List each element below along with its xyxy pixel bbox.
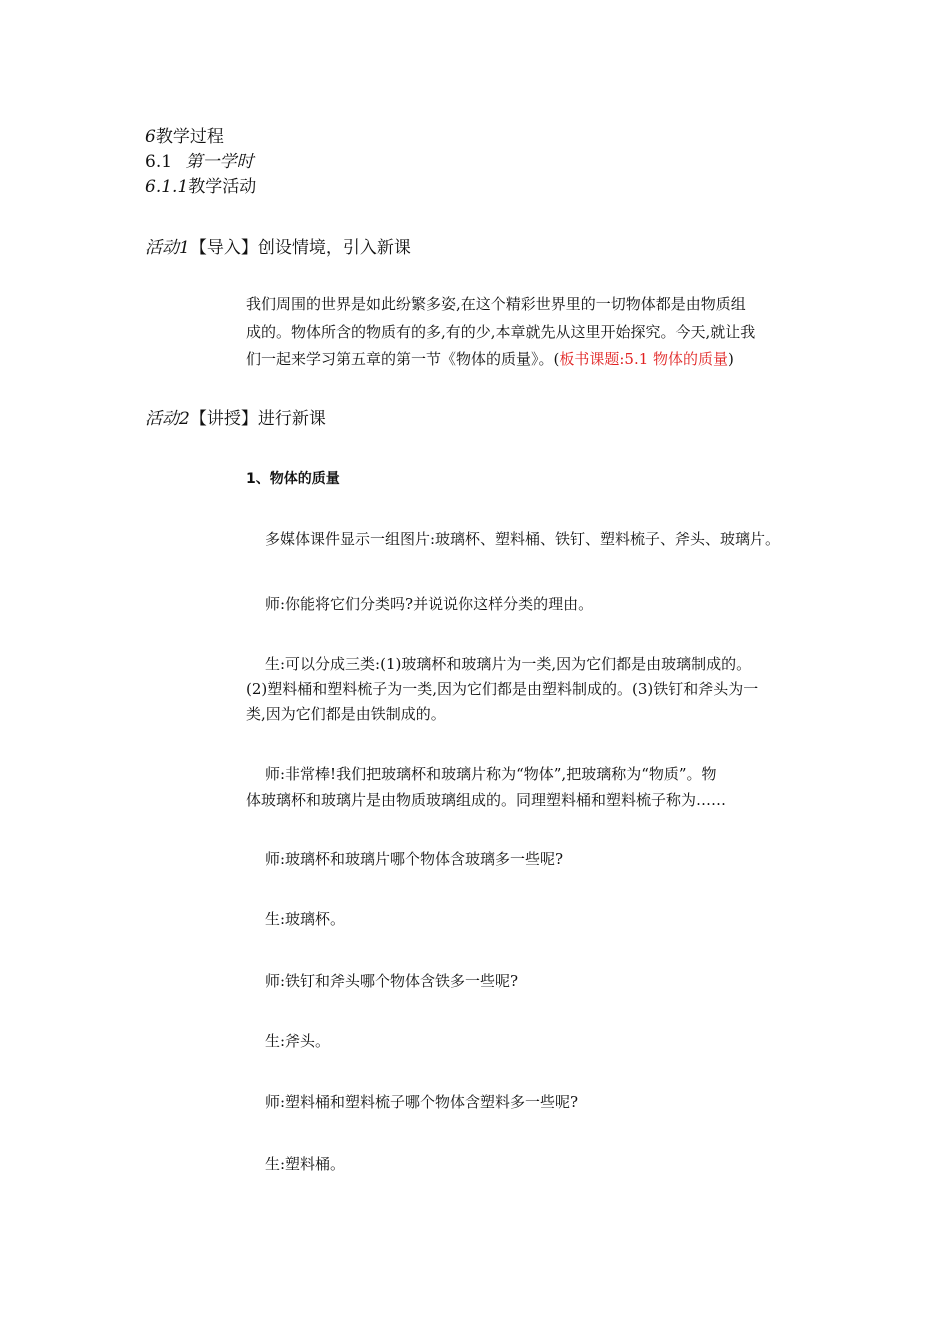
- activity2-title: 进行新课: [257, 409, 326, 429]
- activity1-paragraph-text: 们一起来学习第五章的第一节《物体的质量》。(: [246, 350, 560, 368]
- paragraph-student-answer-line: 类,因为它们都是由铁制成的。: [246, 705, 446, 723]
- paragraph-teacher-question: 师:你能将它们分类吗?并说说你这样分类的理由。: [265, 595, 594, 613]
- activity1-number: 1: [179, 238, 190, 258]
- close-paren: ): [728, 350, 734, 368]
- subsection-number: 6.1: [145, 152, 173, 172]
- activity1-paragraph-line: 成的。物体所含的物质有的多,有的少,本章就先从这里开始探究。今天,就让我: [246, 323, 756, 341]
- paragraph-teacher-praise-line: 体玻璃杯和玻璃片是由物质玻璃组成的。同理塑料桶和塑料梳子称为……: [246, 791, 727, 809]
- activity1-paragraph-line: 我们周围的世界是如此纷繁多姿,在这个精彩世界里的一切物体都是由物质组: [246, 295, 746, 313]
- activity1-title: 创设情境，引入新课: [257, 238, 411, 258]
- activity2-number: 2: [179, 409, 190, 429]
- subsubsection-heading: [145, 175, 256, 199]
- paragraph-glass-answer: 生:玻璃杯。: [265, 910, 346, 928]
- section-heading: [145, 125, 224, 149]
- paragraph-student-answer-line: 生:可以分成三类:(1)玻璃杯和玻璃片为一类,因为它们都是由玻璃制成的。: [265, 655, 752, 673]
- paragraph-student-answer-line: (2)塑料桶和塑料梳子为一类,因为它们都是由塑料制成的。(3)铁钉和斧头为一: [246, 680, 759, 698]
- paragraph-plastic-question: 师:塑料桶和塑料梳子哪个物体含塑料多一些呢?: [265, 1093, 579, 1111]
- activity1-bracket: 【导入】: [189, 238, 258, 258]
- section-title: 教学过程: [155, 127, 224, 147]
- paragraph-glass-question: 师:玻璃杯和玻璃片哪个物体含玻璃多一些呢?: [265, 850, 564, 868]
- paragraph-multimedia: 多媒体课件显示一组图片:玻璃杯、塑料桶、铁钉、塑料梳子、斧头、玻璃片。: [265, 530, 781, 548]
- paragraph-plastic-answer: 生:塑料桶。: [265, 1155, 346, 1173]
- activity2-heading: [145, 407, 326, 431]
- activity1-label: 活动: [145, 238, 179, 258]
- activity1-paragraph-line-last: [246, 345, 734, 373]
- activity2-label: 活动: [145, 409, 179, 429]
- activity1-heading: [145, 236, 411, 260]
- section-number: 6: [145, 127, 156, 147]
- board-title-note: 板书课题:5.1 物体的质量: [559, 350, 729, 368]
- paragraph-iron-answer: 生:斧头。: [265, 1032, 331, 1050]
- subsubsection-title: 教学活动: [188, 177, 257, 197]
- subsection-title: 第一学时: [185, 152, 254, 172]
- activity2-bracket: 【讲授】: [189, 409, 258, 429]
- subsubsection-number: 6.1.1: [145, 177, 189, 197]
- mass-subheading: 1、物体的质量: [246, 471, 340, 487]
- paragraph-teacher-praise-line: 师:非常棒!我们把玻璃杯和玻璃片称为“物体”,把玻璃称为“物质”。物: [265, 765, 717, 783]
- paragraph-iron-question: 师:铁钉和斧头哪个物体含铁多一些呢?: [265, 972, 519, 990]
- subsection-heading: [145, 150, 253, 174]
